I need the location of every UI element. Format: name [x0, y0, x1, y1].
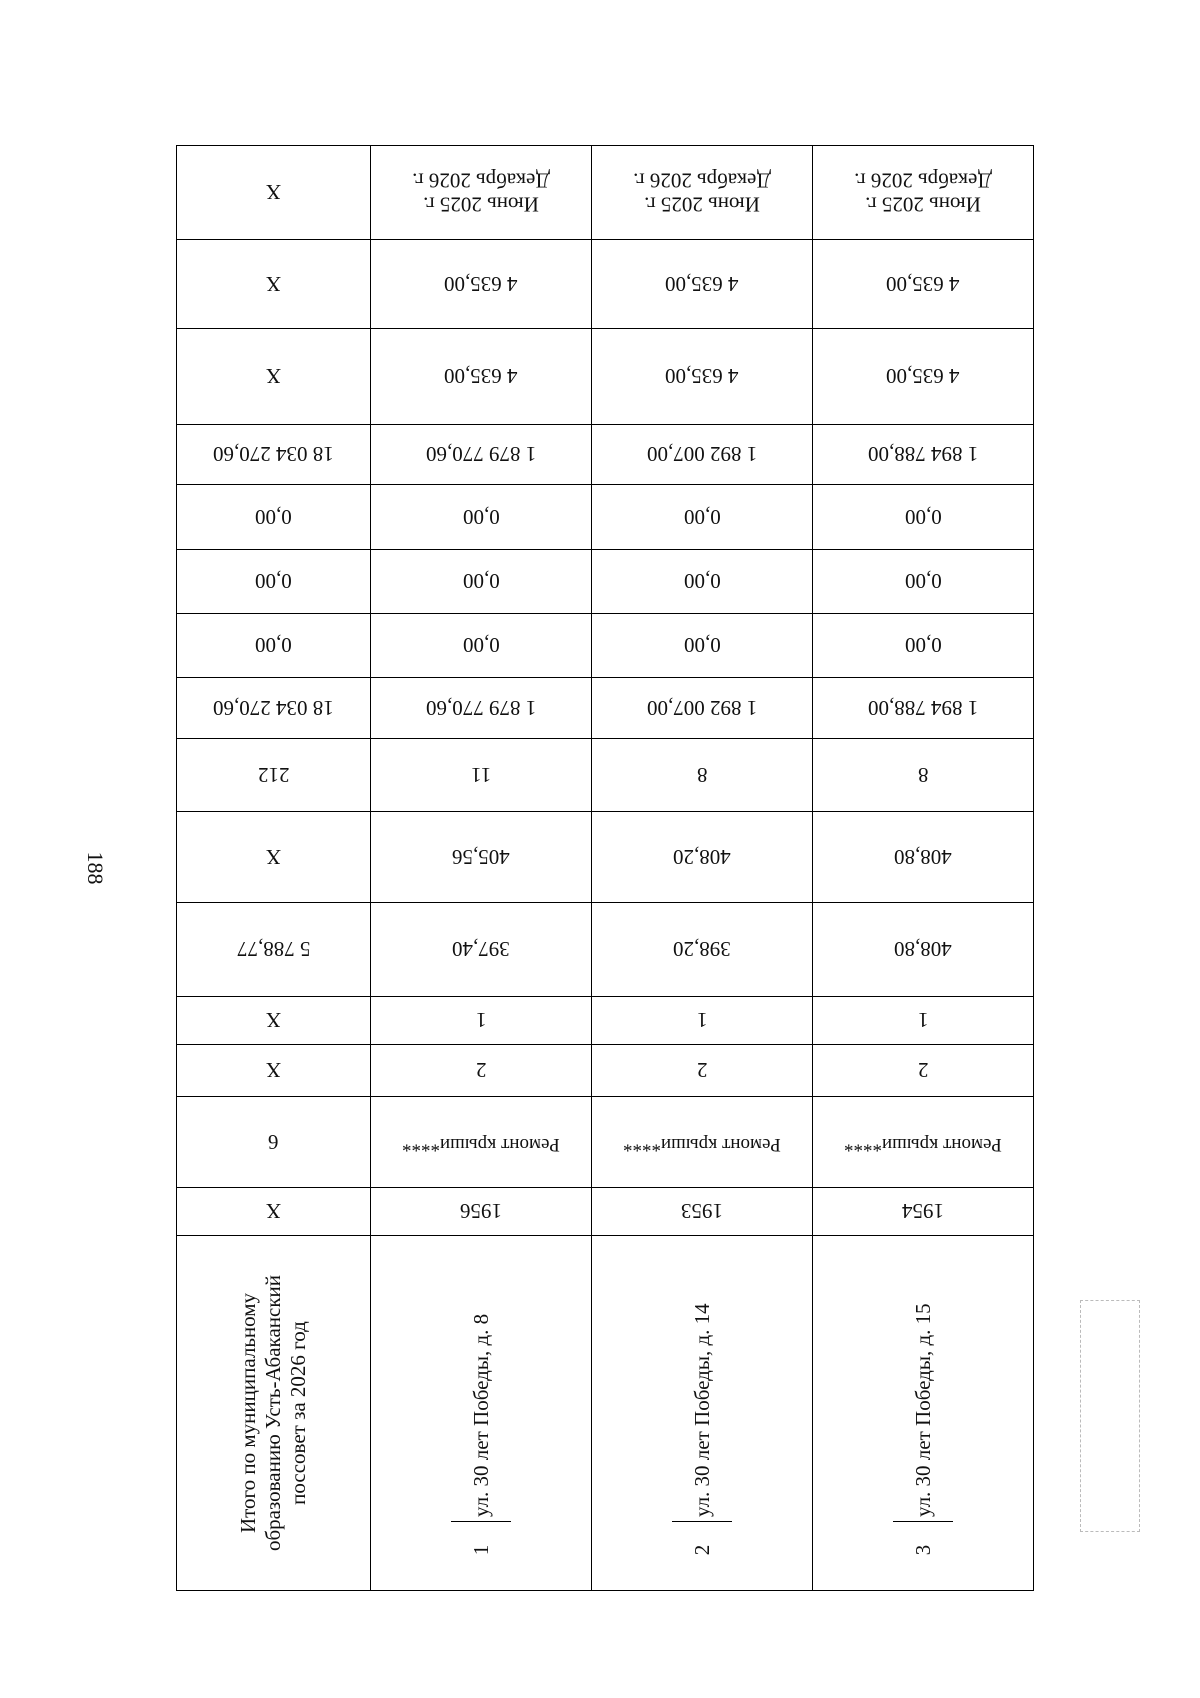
table-row-cost-total [177, 678, 1034, 739]
cell-total-label [177, 1236, 371, 1591]
cell-f2-total: 0,00 [177, 550, 371, 614]
cell-term-row1: Июнь 2025 г. Декабрь 2026 г. [371, 146, 592, 240]
cell-max-cost-row1: 4 635,00 [371, 240, 592, 329]
cell-area2-row3: 408,80 [813, 812, 1034, 903]
cell-cost-local-total: 18 034 270,60 [177, 425, 371, 485]
cell-cost-total-row3: 1 894 788,00 [813, 678, 1034, 739]
cell-area-row2: 398,20 [592, 903, 813, 997]
cell-term-row2: Июнь 2025 г. Декабрь 2026 г. [592, 146, 813, 240]
capital-repair-table [176, 145, 1030, 1590]
address-text: ул. 30 лет Победы, д. 15 [910, 1303, 935, 1517]
cell-f1-total: 0,00 [177, 614, 371, 678]
table-row-year [177, 1188, 1034, 1236]
cell-people-total: 212 [177, 739, 371, 812]
cell-address-row3 [813, 1236, 1034, 1591]
cell-max-cost-total: X [177, 240, 371, 329]
table-row-area [177, 903, 1034, 997]
cell-unit-cost-row2: 4 635,00 [592, 329, 813, 425]
cell-c1-row2: 2 [592, 1045, 813, 1097]
row-number: 1 [451, 1521, 511, 1578]
cell-work-row1: Ремонт крыши**** [371, 1097, 592, 1188]
table-row-people [177, 739, 1034, 812]
cell-f2-row3: 0,00 [813, 550, 1034, 614]
cell-unit-cost-row1: 4 635,00 [371, 329, 592, 425]
cell-f3-row1: 0,00 [371, 485, 592, 550]
cell-c1-row3: 2 [813, 1045, 1034, 1097]
table-row-area-2 [177, 812, 1034, 903]
cell-cost-total-row2: 1 892 007,00 [592, 678, 813, 739]
cell-area-total: 5 788,77 [177, 903, 371, 997]
cell-year-row3: 1954 [813, 1188, 1034, 1236]
cell-c2-row2: 1 [592, 997, 813, 1045]
cell-c2-total: X [177, 997, 371, 1045]
cell-f1-row3: 0,00 [813, 614, 1034, 678]
cell-c1-row1: 2 [371, 1045, 592, 1097]
cell-cost-local-row3: 1 894 788,00 [813, 425, 1034, 485]
cell-year-row2: 1953 [592, 1188, 813, 1236]
address-text: ул. 30 лет Победы, д. 14 [689, 1303, 714, 1517]
cell-cost-local-row2: 1 892 007,00 [592, 425, 813, 485]
table-row-fund-1 [177, 614, 1034, 678]
cell-c2-row3: 1 [813, 997, 1034, 1045]
cell-area2-row1: 405,56 [371, 812, 592, 903]
cell-address-row2 [592, 1236, 813, 1591]
cell-f3-row3: 0,00 [813, 485, 1034, 550]
faded-stamp [1080, 1300, 1140, 1532]
table-row-fund-2 [177, 550, 1034, 614]
cell-unit-cost-total: X [177, 329, 371, 425]
capital-repair-table-grid [176, 145, 1034, 1591]
table-row-max-cost [177, 240, 1034, 329]
table-row-work [177, 1097, 1034, 1188]
cell-term-row3: Июнь 2025 г. Декабрь 2026 г. [813, 146, 1034, 240]
address-text: ул. 30 лет Победы, д. 8 [468, 1313, 493, 1517]
row-number: 3 [893, 1521, 953, 1578]
cell-f2-row1: 0,00 [371, 550, 592, 614]
cell-area-row1: 397,40 [371, 903, 592, 997]
table-row-address [177, 1236, 1034, 1591]
cell-work-total: 6 [177, 1097, 371, 1188]
cell-f1-row1: 0,00 [371, 614, 592, 678]
table-row-count-1 [177, 1045, 1034, 1097]
cell-f2-row2: 0,00 [592, 550, 813, 614]
cell-cost-local-row1: 1 879 770,60 [371, 425, 592, 485]
table-row-unit-cost [177, 329, 1034, 425]
cell-f3-total: 0,00 [177, 485, 371, 550]
cell-max-cost-row2: 4 635,00 [592, 240, 813, 329]
table-row-term [177, 146, 1034, 240]
row-number: 2 [672, 1521, 732, 1578]
cell-people-row3: 8 [813, 739, 1034, 812]
cell-cost-total-total: 18 034 270,60 [177, 678, 371, 739]
cell-area2-row2: 408,20 [592, 812, 813, 903]
cell-year-row1: 1956 [371, 1188, 592, 1236]
table-row-fund-3 [177, 485, 1034, 550]
page-number: 188 [83, 851, 108, 885]
cell-unit-cost-row3: 4 635,00 [813, 329, 1034, 425]
cell-work-row2: Ремонт крыши**** [592, 1097, 813, 1188]
table-row-cost-local [177, 425, 1034, 485]
cell-work-row3: Ремонт крыши**** [813, 1097, 1034, 1188]
cell-cost-total-row1: 1 879 770,60 [371, 678, 592, 739]
cell-area2-total: X [177, 812, 371, 903]
cell-address-row1 [371, 1236, 592, 1591]
cell-c2-row1: 1 [371, 997, 592, 1045]
cell-c1-total: X [177, 1045, 371, 1097]
cell-year-total: X [177, 1188, 371, 1236]
cell-max-cost-row3: 4 635,00 [813, 240, 1034, 329]
total-label: Итого по муниципальному образованию Усть-Абаканский поссовет за 2026 год [235, 1275, 311, 1552]
cell-area-row3: 408,80 [813, 903, 1034, 997]
cell-term-total: X [177, 146, 371, 240]
cell-people-row1: 11 [371, 739, 592, 812]
cell-people-row2: 8 [592, 739, 813, 812]
cell-f3-row2: 0,00 [592, 485, 813, 550]
table-row-count-2 [177, 997, 1034, 1045]
cell-f1-row2: 0,00 [592, 614, 813, 678]
